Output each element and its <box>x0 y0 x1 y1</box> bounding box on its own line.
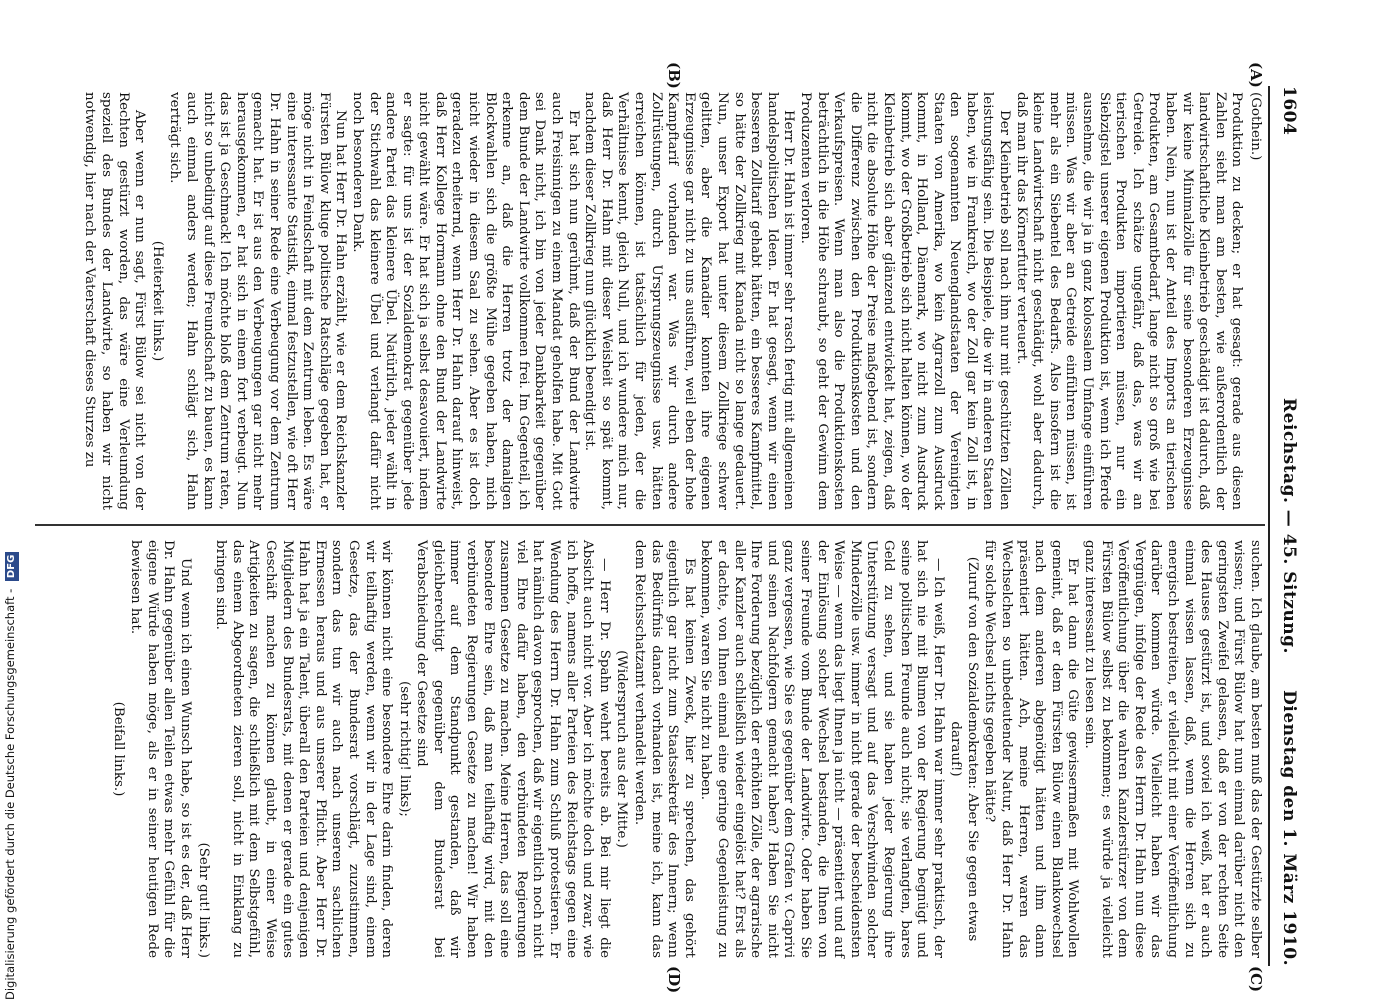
margin-letter-c: (C) <box>1247 966 1265 993</box>
header-rule <box>1268 86 1270 966</box>
paragraph: Es hat keinen Zweck, hier zu sprechen, das gehört eigentlich gar nicht zum Staatssekretär des Innern; wenn das Bedürfnis danach vorhanden ist, meine ich, kann das dem Reichsschatzamt verhandelt werden. <box>632 540 697 958</box>
paragraph: Herr Dr. Hahn ist immer sehr rasch fertig mit allgemeinen handelspolitischen Ideen. Er hat gesagt, wenn wir einen besseren Zolltarif gehabt hätten, ein besseres Kampfmittel, so hätte der Zollkrieg mit Kanada nicht so lange gedauert. Nun, unser Export hat unter diesem Zollkriege schwer gelitten, aber die Kanadier konnten ihre eigenen Erzeugnisse gar nicht zu uns ausführen, weil eben der hohe Kampftarif vorhanden war. Was wir durch andere Zollrüstungen, durch Ursprungszeugnisse usw. hätten erreichen können, ist tatsächlich für jeden, der die Verhältnisse kennt, gleich Null, und ich wundere mich nur, daß Herr Dr. Hahn mit dieser Weisheit so spät kommt, nachdem dieser Zollkrieg nun glücklich beendigt ist. <box>582 92 797 510</box>
interjection: (Zuruf von den Sozialdemokraten: Aber Sie gegen etwas darauf!) <box>948 556 980 942</box>
interjection: (Sehr gut! links.) <box>195 842 211 958</box>
right-column <box>108 540 1263 958</box>
interjection: (Widerspruch aus der Mitte.) <box>614 650 630 848</box>
paragraph: — Ich weiß, Herr Dr. Hahn war immer sehr praktisch, der hat sich nie mit Blumen von der Regierung begnügt und seine politischen Freunde auch nicht; sie verlangten, bares Geld zu sehen, und sie haben jeder Regierung ihre Unterstützung versagt und auf das Verschwinden solcher Minderzölle usw. immer in nicht gerade der bescheidensten Weise — wenn das liegt Ihnen ja nicht — präsentiert und auf der Einlösung solcher Wechsel bestanden, die Ihnen von seiner Freunde vom Bunde der Landwirte. Oder haben Sie ganz vergessen, wie Sie es gegenüber dem Grafen v. Caprivi und seinen Nachfolgern gemacht haben? Haben Sie nicht Ihre Forderung bezüglich der erhöhten Zölle, der agrarische aller Kanzler auch schließlich wieder eingelöst hat? Erst als er dachte, von Ihnen einmal eine geringe Gegenleistung zu bekommen, waren Sie nicht zu haben. <box>698 540 946 958</box>
session-date: Dienstag den 1. März 1910. <box>1279 690 1299 966</box>
paragraph: Nun hat Herr Dr. Hahn erzählt, wie er dem Reichskanzler Fürsten Bülow kluge politische Ratschläge gegeben hat, er möge nicht in Feindschaft mit dem Zentrum leben. Es wäre eine interessante Statistik, einmal festzustellen, wie oft Herr Dr. Hahn in seiner Rede eine Verbeugung vor dem Zentrum gemacht hat. Er ist aus den Verbeugungen gar nicht mehr herausgekommen, er hat sich in einem fort verbeugt. Nun das ist ja Geschmack! Ich möchte bloß dem Zentrum raten, nicht so unbedingt auf diese Freundschaft zu bauen, es kann auch einmal anders werden; Hahn schlägt sich, Hahn verträgt sich. <box>167 92 349 510</box>
interjection: (Heiterkeit links.) <box>149 240 165 362</box>
credit-text: Digitalisierung gefördert durch die Deutsche Forschungsgemeinschaft - <box>3 588 17 1000</box>
paragraph: wir können nicht eine besondere Ehre darin finden, deren wir teilhaftig werden, wenn wir in der Lage sind, einem Gesetze, das der Bundesrat vorschlägt, zuzustimmen, sondern das tun wir auch nach unserem sachlichen Ermessen heraus und aus unserer Pflicht. Aber Herr Dr. Hahn hat ja ein Talent, überall den Parteien und denjenigen Mitgliedern des Bundesrats, mit denen er gerade ein gutes Geschäft machen zu können glaubt, in einer Weise Artigkeiten zu sagen, die schließlich mit dem Selbstgefühl, das einem Abgeordneten zieren soll, nicht in Einklang zu bringen sind. <box>213 540 395 958</box>
paragraph: Er hat sich nun gerühmt, daß der Bund der Landwirte auch Freisinnigen zu einem Mandat geholfen habe. Mit Gott sei Dank nicht, ich bin von jeder Dankbarkeit gegenüber dem Bunde der Landwirte vollkommen frei. Im Gegenteil, ich erkenne an, daß die Herren trotz der damaligen Blockwahlen sich die größte Mühe gegeben haben, mich nicht wieder in diesem Saal zu sehen. Aber es ist doch geradezu erheiternd, wenn Herr Dr. Hahn darauf hinweist, daß Herr Kollege Hormann ohne den Bund der Landwirte nicht gewählt wäre. Er hat sich ja selbst desavouiert, indem er sagte: für uns ist der Sozialdemokrat gegenüber jede andere Partei das kleinere Übel. Natürlich, jeder wählt in der Stichwahl das kleinere Übel und verlangt dafür nicht noch besonderen Dank. <box>349 92 581 510</box>
running-head <box>1269 86 1299 966</box>
digitization-credit <box>0 0 20 1000</box>
column-divider <box>35 524 1265 526</box>
margin-letter-b: (B) <box>665 62 683 89</box>
paragraph: suchen. Ich glaube, am besten muß das der Gestürzte selber wissen; und Fürst Bülow hat nun einmal darüber nicht den geringsten Zweifel gelassen, daß er von der rechten Seite des Hauses gestürzt ist, und soviel ich weiß, hat er auch einmal wissen lassen, daß, wenn die Herren sich zu energisch bestreiten, er vielleicht mit einer Veröffentlichung darüber kommen würde. Vielleicht haben wir das Vergnügen, infolge der Rede des Herrn Dr. Hahn nun diese Veröffentlichung über die wahren Kanzlerstürzer von dem Fürsten Bülow selbst zu bekommen; es würde ja vielleicht ganz interessant zu lesen sein. <box>1082 540 1263 958</box>
paragraph: Der Kleinbetrieb soll nach ihm nur mit geschützten Zöllen leistungsfähig sein. Die Beispiele, die wir in anderen Staaten haben, wie in Frankreich, wo der Zoll gar kein Zoll ist, in den sogenannten Neuenglandstaaten der Vereinigten Staaten von Amerika, wo kein Agrarzoll zum Ausdruck kommt, in Holland, Dänemark, wo nicht zum Ausdruck kommt, wo der Großbetrieb sich nicht halten können, wo der Kleinbetrieb sich aber glänzend entwickelt hat, zeigen, daß nicht die absolute Höhe der Preise maßgebend ist, sondern die Differenz zwischen den Produktionskosten und den Verkaufspreisen. Wenn man also die Produktionskosten beträchtlich in die Höhe schraubt, so geht der Gewinn dem Produzenten verloren. <box>797 92 1013 510</box>
speaker-name: (Gothein.) <box>1248 92 1263 161</box>
paragraph: Und wenn ich einen Wunsch habe, so ist es der, daß Herr Dr. Hahn gegenüber allen Teilen etwas mehr Gefühl für die eigene Würde haben möge, als er in seiner heutigen Rede bewiesen hat. <box>128 540 193 958</box>
page-number: 1604 <box>1279 86 1299 136</box>
interjection: (sehr richtig! links); <box>396 681 412 817</box>
margin-letter-d: (D) <box>665 966 683 994</box>
left-column <box>81 92 1263 510</box>
paragraph: Produktion zu decken; er hat gesagt: gerade aus diesen Zahlen sieht man am besten, wie außerordentlich der landwirtschaftliche Kleinbetrieb geschädigt ist dadurch, daß wir keine Minimalzölle für seine besonderen Erzeugnisse haben. Nein, nun ist der Anteil des Imports an tierischen Produkten, am Gesamtbedarf, lange nicht so groß wie bei Getreide. Ich schätze ungefähr, daß das, was wir an tierischen Produkten importieren müssen, nur ein Siebzigstel unserer eigenen Produktion ist, wenn ich Pferde ausnehme, die wir ja in ganz kolossalem Umfange einführen müssen. Was wir aber an Getreide einführen müssen, ist mehr als ein Siebentel des Bedarfs. Also insofern ist die kleine Landwirtschaft nicht geschädigt, wohl aber dadurch, daß man ihr das Körnerfutter verteuert. <box>1013 92 1245 510</box>
paragraph: Er hat dann die Güte gewissermaßen mit Wohlwollen gemeint, daß er dem Fürsten Bülow einen Blankowechsel nach dem anderen abgenötigt hätten und ihm dann präsentiert hätten. Ach, meine Herren, waren das Wechselchen so unbedeutender Natur, daß Herr Dr. Hahn für solche Wechsel nichts gegeben hätte? <box>982 540 1081 958</box>
margin-letter-a: (A) <box>1247 62 1265 88</box>
paragraph: Aber wenn er nun sagt, Fürst Bülow sei nicht von der Rechten gestürzt worden, das wäre eine Verleumdung speziell des Bundes der Landwirte, so haben wir nicht notwendig, hier nach der Vaterschaft dieses Sturzes zu <box>82 92 148 510</box>
interjection: (Beifall links.) <box>110 701 126 797</box>
paragraph: — Herr Dr. Spahn wehrt bereits ab. Bei mir liegt die Absicht auch nicht vor. Aber ich möchte doch und zwar, wie ich hoffe, namens aller Parteien des Reichstags gegen eine Wendung des Herrn Dr. Hahn zum Schluß protestieren. Er hat nämlich davon gesprochen, daß wir eigentlich noch nicht viel Ehre dafür haben, den verbündeten Regierungen zusammen Gesetze zu machen. Meine Herren, das soll eine besondere Ehre sein, daß man teilhaftig wird, mit den verbündeten Regierungen Gesetze zu machen! Wir haben immer auf dem Standpunkt gestanden, daß wir gleichberechtigt gegenüber dem Bundesrat bei Verabschiedung der Gesetze sind <box>414 540 612 958</box>
dfg-logo-icon: DFG <box>5 552 19 581</box>
page-title: Reichstag. — 45. Sitzung. <box>1279 398 1299 654</box>
